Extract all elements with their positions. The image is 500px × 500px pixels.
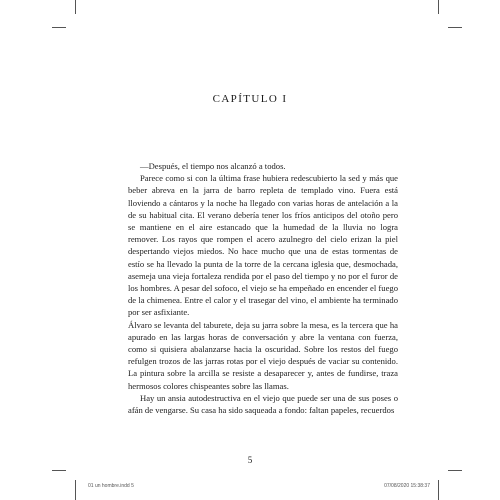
crop-mark-top-left-horizontal — [52, 27, 66, 28]
page-number: 5 — [247, 455, 253, 465]
crop-mark-top-right-vertical — [438, 0, 439, 14]
crop-mark-top-right-horizontal — [448, 27, 462, 28]
crop-mark-bottom-right-vertical — [438, 480, 439, 500]
crop-mark-top-left-vertical — [75, 0, 76, 14]
print-slug-timestamp: 07/08/2020 15:38:37 — [384, 483, 430, 489]
body-text — [128, 160, 398, 416]
print-slug-filename: 01 un hombre.indd 5 — [88, 483, 134, 489]
paragraph: Álvaro se levanta del taburete, deja su jarra sobre la mesa, es la tercera que ha apurado en las largas horas de conversación y abre la ventana con fuerza, como si quisiera abalanzarse hacia la oscuridad. Sobre los restos del fuego refulgen trozos de las jarras rotas por el viejo después de vaciar su contenido. La pintura sobre la arcilla se resiste a desaparecer y, antes de fundirse, traza hermosos colores chispeantes sobre las llamas. — [128, 319, 398, 391]
paragraph: Hay un ansia autodestructiva en el viejo que puede ser una de sus poses o afán de vengarse. Su casa ha sido saqueada a fondo: faltan papeles, recuerdos — [128, 392, 398, 416]
chapter-title: CAPÍTULO I — [212, 93, 288, 105]
crop-mark-bottom-left-horizontal — [52, 470, 66, 471]
crop-mark-bottom-right-horizontal — [448, 470, 462, 471]
paragraph-dialogue: —Después, el tiempo nos alcanzó a todos. — [140, 161, 286, 171]
crop-mark-bottom-left-vertical — [75, 480, 76, 500]
paragraph: Parece como si con la última frase hubiera redescubierto la sed y más que beber abreva en la jarra de barro repleta de templado vino. Fuera está lloviendo a cántaros y la noche ha llegado con varias horas de antelación a la de su habitual cita. El verano debería tener los fríos anticipos del otoño pero se mantiene en el aire estancado que la humedad de la lluvia no logra remover. Los rayos que rompen el acero azulnegro del cielo erizan la piel despertando viejos miedos. No hace mucho que una de estas tormentas de estío se ha llevado la punta de la torre de la cercana iglesia que, desmochada, asemeja una vieja fortaleza rendida por el paso del tiempo y no por el furor de los hombres. A pesar del sofoco, el viejo se ha empeñado en encender el fuego de la chimenea. Entre el calor y el trasegar del vino, el ambiente ha terminado por ser asfixiante. — [128, 173, 398, 318]
